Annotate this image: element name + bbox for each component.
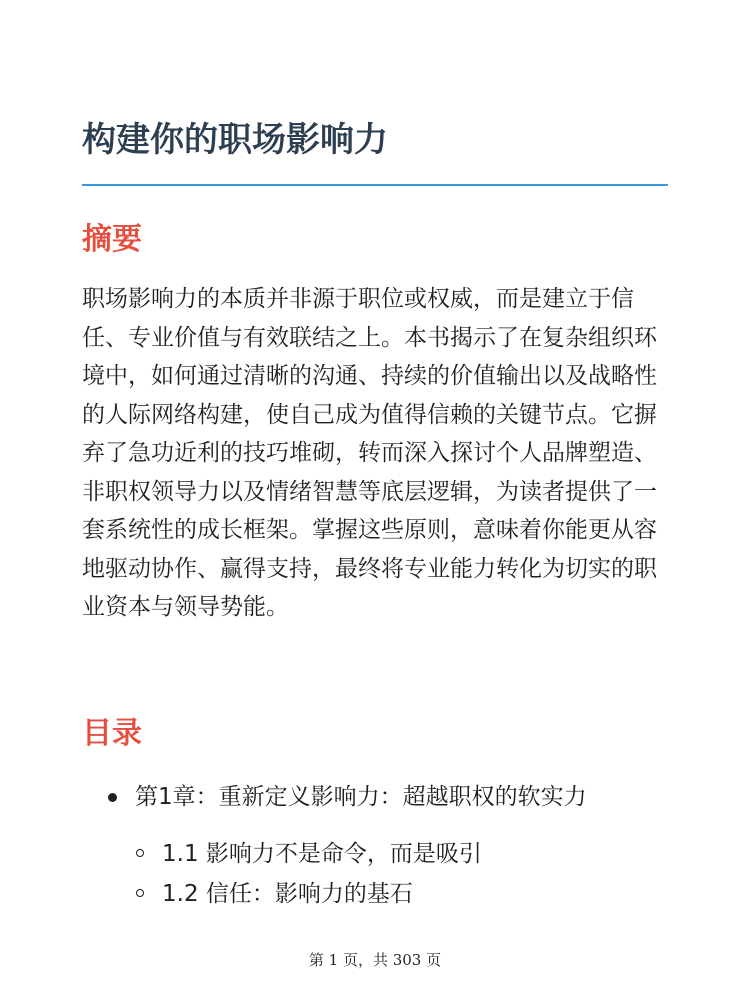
page-footer: 第 1 页，共 303 页 — [308, 951, 442, 969]
toc-section-1-2-label[interactable]: 1.2 信任：影响力的基石 — [162, 881, 413, 907]
bullet-circle-icon — [136, 889, 144, 897]
toc-sublist — [135, 834, 708, 914]
toc-section-1-1-label[interactable]: 1.1 影响力不是命令，而是吸引 — [162, 841, 482, 867]
bullet-disc-icon — [108, 793, 117, 802]
toc-section-1-1 — [108, 834, 708, 874]
bullet-circle-icon — [136, 849, 144, 857]
page-title: 构建你的职场影响力 — [82, 120, 388, 160]
toc-chapter-1-label[interactable]: 第1章：重新定义影响力：超越职权的软实力 — [135, 784, 587, 810]
toc-chapter-1 — [108, 778, 708, 914]
toc-heading: 目录 — [82, 716, 142, 751]
toc-list — [108, 778, 708, 914]
title-divider — [82, 184, 668, 186]
toc-section-1-2 — [108, 874, 708, 914]
abstract-body: 职场影响力的本质并非源于职位或权威，而是建立于信任、专业价值与有效联结之上。本书揭示了在复杂组织环境中，如何通过清晰的沟通、持续的价值输出以及战略性的人际网络构建，使自己成为值得信赖的关键节点。它摒弃了急功近利的技巧堆砌，转而深入探讨个人品牌塑造、非职权领导力以及情绪智慧等底层逻辑，为读者提供了一套系统性的成长框架。掌握这些原则，意味着你能更从容地驱动协作、赢得支持，最终将专业能力转化为切实的职业资本与领导势能。 — [82, 286, 657, 620]
abstract-heading: 摘要 — [82, 222, 142, 257]
